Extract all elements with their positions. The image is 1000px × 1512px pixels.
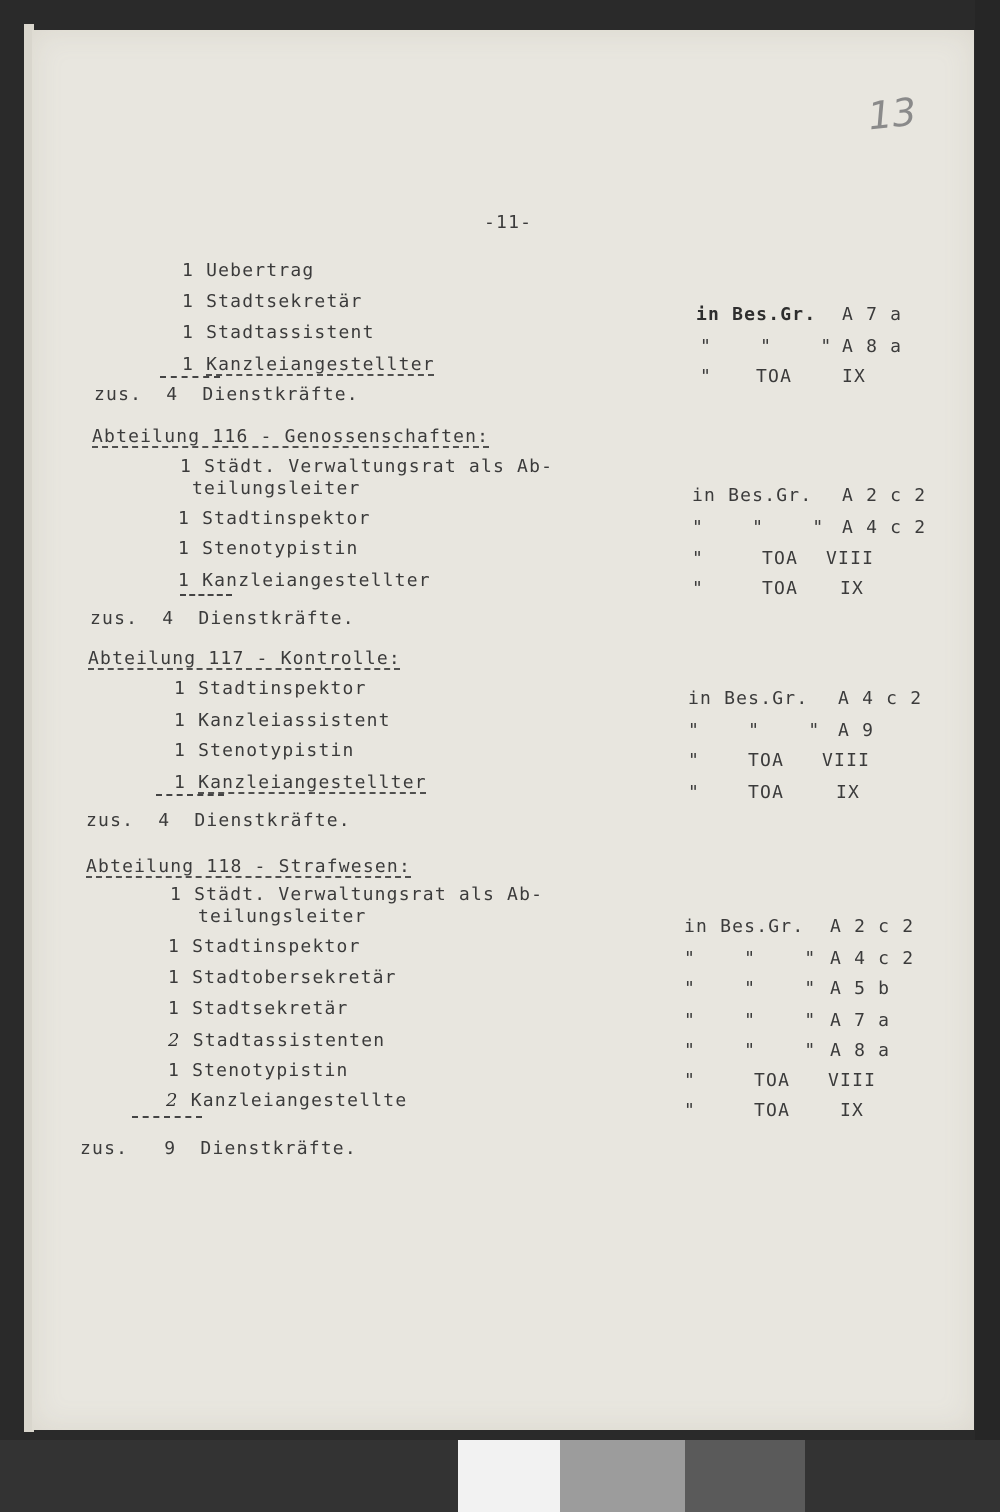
staff-line [182,354,435,375]
grade-line: " " " [688,720,821,741]
grade-value: A 4 c 2 [842,517,927,538]
staff-line [182,291,363,312]
staff-line: 2 Stadtassistenten [168,1030,386,1051]
staff-line: 1 Stadtsekretär [168,998,349,1019]
staff-count: 1 [182,322,195,343]
total-line: zus. 4 Dienstkräfte. [90,608,355,629]
staff-count: 1 [182,354,195,375]
grade-line: " " " [684,978,817,999]
color-calibration-strip [0,1440,1000,1512]
grade-value: A 2 c 2 [842,485,927,506]
swatch-grey [560,1440,685,1512]
staff-count: 1 [182,260,195,281]
total-line: zus. 4 Dienstkräfte. [86,810,351,831]
staff-line: 1 Stadtobersekretär [168,967,397,988]
grade-line: in Bes.Gr. [684,916,805,937]
staff-line: 2 Kanzleiangestellte [166,1090,408,1111]
staff-line: 1 Kanzleiangestellter [178,570,431,591]
grade-value: VIII [826,548,875,569]
sum-rule [132,1116,202,1118]
grade-line: " [688,750,701,771]
staff-line: 1 Stenotypistin [174,740,355,761]
staff-line: 1 Stadtinspektor [174,678,367,699]
grade-line: " " " [684,948,817,969]
section-heading: Abteilung 118 - Strafwesen: [86,856,411,877]
grade-line: in Bes.Gr. [692,485,813,506]
staff-line: 1 Stadtinspektor [168,936,361,957]
grade-line: " [692,578,705,599]
handwritten-count: 2 [166,1090,179,1111]
grade-line: " [688,782,701,803]
scan-background-right [975,0,1000,1512]
grade-value: A 9 [838,720,875,741]
grade-value: IX [840,1100,865,1121]
grade-value: A 7 a [842,304,903,325]
swatch-dark [685,1440,805,1512]
staff-line: 1 Stadtinspektor [178,508,371,529]
staff-title: Kanzleiangestellter [206,354,435,375]
grade-value: A 8 a [842,336,903,357]
staff-line: 1 Stenotypistin [178,538,359,559]
staff-count: 1 [182,291,195,312]
grade-value: IX [840,578,865,599]
sum-rule [156,794,224,796]
grade-line: " [692,548,705,569]
grade-mid: TOA [762,548,799,569]
grade-mid: TOA [756,366,793,387]
grade-line: " [684,1100,697,1121]
grade-mid: TOA [762,578,799,599]
grade-value: A 5 b [830,978,891,999]
grade-line: in Bes.Gr. [696,304,817,325]
folio-number: 13 [865,89,919,139]
staff-line: 1 Städt. Verwaltungsrat als Ab- [180,456,554,477]
staff-line: 1 Kanzleiangestellter [174,772,427,793]
section-heading: Abteilung 117 - Kontrolle: [88,648,401,669]
staff-line-continuation: teilungsleiter [198,906,367,927]
grade-line: " [684,1070,697,1091]
grade-value: A 2 c 2 [830,916,915,937]
grade-value: A 8 a [830,1040,891,1061]
grade-value: A 4 c 2 [838,688,923,709]
grade-value: A 7 a [830,1010,891,1031]
staff-line: 1 Städt. Verwaltungsrat als Ab- [170,884,544,905]
grade-mid: TOA [748,782,785,803]
grade-line: " " " [684,1010,817,1031]
grade-value: IX [842,366,867,387]
staff-line: 1 Stenotypistin [168,1060,349,1081]
sum-rule [180,594,232,596]
grade-line: in Bes.Gr. [688,688,809,709]
staff-title: Stadtassistent [206,322,375,343]
grade-mid: TOA [754,1100,791,1121]
grade-line: " " " [700,336,833,357]
staff-line [182,322,375,343]
grade-line: " [700,366,713,387]
staff-title: Uebertrag [206,260,315,281]
total-line: zus. 4 Dienstkräfte. [94,384,359,405]
staff-line [182,260,314,281]
grade-mid: TOA [748,750,785,771]
staff-title: Stadtsekretär [206,291,363,312]
grade-value: A 4 c 2 [830,948,915,969]
swatch-white [458,1440,560,1512]
grade-value: VIII [822,750,871,771]
handwritten-count: 2 [168,1030,181,1051]
section-heading: Abteilung 116 - Genossenschaften: [92,426,490,447]
sum-rule [160,376,220,378]
total-line: zus. 9 Dienstkräfte. [80,1138,357,1159]
grade-value: VIII [828,1070,877,1091]
grade-line: " " " [684,1040,817,1061]
grade-mid: TOA [754,1070,791,1091]
staff-line: 1 Kanzleiassistent [174,710,391,731]
grade-line: " " " [692,517,825,538]
staff-line-continuation: teilungsleiter [192,478,361,499]
page-number: -11- [484,212,533,233]
grade-value: IX [836,782,861,803]
document-page [32,30,974,1430]
